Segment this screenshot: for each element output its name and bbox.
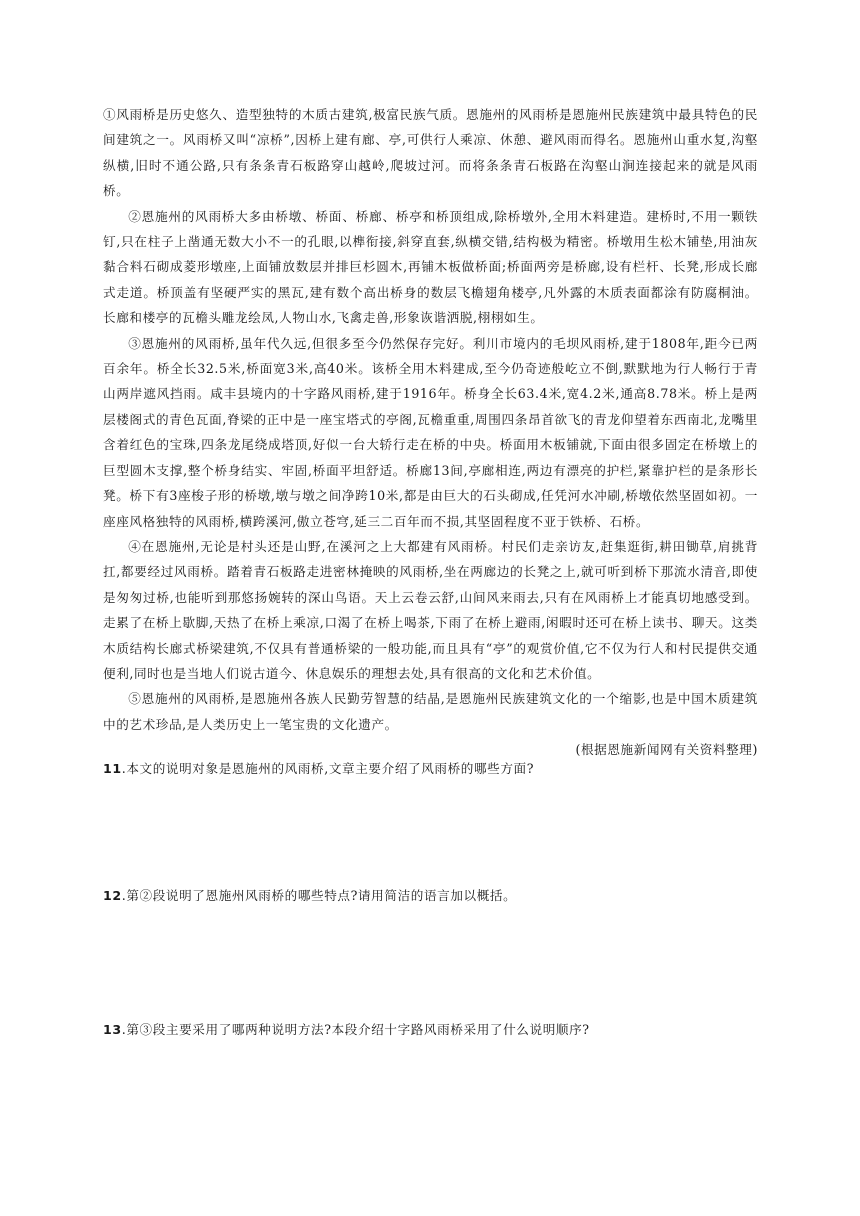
- question-text: .本文的说明对象是恩施州的风雨桥,文章主要介绍了风雨桥的哪些方面?: [121, 761, 535, 776]
- question-13: [103, 1020, 758, 1040]
- question-number: 12: [103, 888, 122, 903]
- paragraph-1: ①风雨桥是历史悠久、造型独特的木质古建筑,极富民族气质。恩施州的风雨桥是恩施州民族建筑中最具特色的民间建筑之一。风雨桥又叫“凉桥”,因桥上建有廊、亭,可供行人乘凉、休憩、避风雨而得名。恩施州山重水复,沟壑纵横,旧时不通公路,只有条条青石板路穿山越岭,爬坡过河。而将条条青石板路在沟壑山涧连接起来的就是风雨桥。: [103, 107, 758, 199]
- question-number: 11: [103, 761, 122, 776]
- question-12: [103, 886, 758, 906]
- question-number: 13: [103, 1022, 122, 1037]
- reading-passage: [103, 102, 758, 763]
- paragraph-4: ④在恩施州,无论是村头还是山野,在溪河之上大都建有风雨桥。村民们走亲访友,赶集逛街,耕田锄草,肩挑背扛,都要经过风雨桥。踏着青石板路走进密林掩映的风雨桥,坐在两廊边的长凳之上,就可听到桥下那流水清音,即使是匆匆过桥,也能听到那悠扬婉转的深山鸟语。天上云卷云舒,山间风来雨去,只有在风雨桥上才能真切地感受到。走累了在桥上歇脚,天热了在桥上乘凉,口渴了在桥上喝茶,下雨了在桥上避雨,闲暇时还可在桥上读书、聊天。这类木质结构长廊式桥梁建筑,不仅具有普通桥梁的一般功能,而且具有“亭”的观赏价值,它不仅为行人和村民提供交通便利,同时也是当地人们说古道今、休息娱乐的理想去处,具有很高的文化和艺术价值。: [103, 538, 758, 681]
- question-text: .第②段说明了恩施州风雨桥的哪些特点?请用简洁的语言加以概括。: [121, 888, 517, 903]
- paragraph-3: ③恩施州的风雨桥,虽年代久远,但很多至今仍然保存完好。利川市境内的毛坝风雨桥,建于1808年,距今已两百余年。桥全长32.5米,桥面宽3米,高40米。该桥全用木料建成,至今仍奇迹般屹立不倒,默默地为行人畅行于青山两岸遮风挡雨。咸丰县境内的十字路风雨桥,建于1916年。桥身全长63.4米,宽4.2米,通高8.78米。桥上是两层楼阁式的青色瓦面,脊梁的正中是一座宝塔式的亭阁,瓦檐重重,周围四条昂首欲飞的青龙仰望着东西南北,龙嘴里含着红色的宝珠,四条龙尾绕成塔顶,好似一台大轿行走在桥的中央。桥面用木板铺就,下面由很多固定在桥墩上的巨型圆木支撑,整个桥身结实、牢固,桥面平坦舒适。桥廊13间,亭廊相连,两边有漂亮的护栏,紧靠护栏的是条形长凳。桥下有3座梭子形的桥墩,墩与墩之间净跨10米,都是由巨大的石头砌成,任凭河水冲刷,桥墩依然坚固如初。一座座风格独特的风雨桥,横跨溪河,傲立苍穹,延三二百年而不损,其坚固程度不亚于铁桥、石桥。: [103, 335, 758, 529]
- source-note: (根据恩施新闻网有关资料整理): [575, 742, 758, 758]
- paragraph-5: ⑤恩施州的风雨桥,是恩施州各族人民勤劳智慧的结晶,是恩施州民族建筑文化的一个缩影,也是中国木质建筑中的艺术珍品,是人类历史上一笔宝贵的文化遗产。: [103, 691, 758, 732]
- question-11: [103, 759, 758, 779]
- question-text: .第③段主要采用了哪两种说明方法?本段介绍十字路风雨桥采用了什么说明顺序?: [121, 1022, 590, 1037]
- paragraph-2: ②恩施州的风雨桥大多由桥墩、桥面、桥廊、桥亭和桥顶组成,除桥墩外,全用木料建造。建桥时,不用一颗铁钉,只在柱子上凿通无数大小不一的孔眼,以榫衔接,斜穿直套,纵横交错,结构极为精密。桥墩用生松木铺垫,用油灰黏合料石砌成菱形墩座,上面铺放数层并排巨杉圆木,再铺木板做桥面;桥面两旁是桥廊,设有栏杆、长凳,形成长廊式走道。桥顶盖有坚硬严实的黑瓦,建有数个高出桥身的数层飞檐翅角楼亭,凡外露的木质表面都涂有防腐桐油。长廊和楼亭的瓦檐头雕龙绘凤,人物山水,飞禽走兽,形象诙谐洒脱,栩栩如生。: [103, 208, 758, 326]
